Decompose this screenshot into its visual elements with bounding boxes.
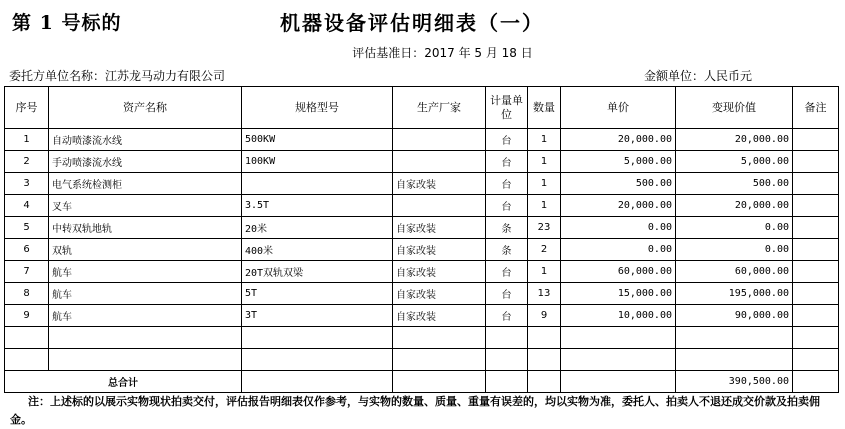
col-header-remark: 备注 [793, 87, 839, 129]
cell-price: 500.00 [561, 173, 676, 195]
cell-price [561, 349, 676, 371]
cell-unit [486, 327, 528, 349]
cell-price: 20,000.00 [561, 129, 676, 151]
cell-price: 5,000.00 [561, 151, 676, 173]
cell-value [676, 327, 793, 349]
cell-qty: 1 [528, 261, 561, 283]
cell-value: 20,000.00 [676, 195, 793, 217]
client-name: 委托方单位名称：江苏龙马动力有限公司 [9, 69, 226, 83]
cell-maker [393, 151, 486, 173]
cell-spec [242, 173, 393, 195]
cell-spec: 400米 [242, 239, 393, 261]
cell-value: 60,000.00 [676, 261, 793, 283]
cell-value: 20,000.00 [676, 129, 793, 151]
currency-unit: 金额单位：人民币元 [644, 69, 753, 83]
cell-name [49, 327, 242, 349]
cell-qty: 1 [528, 173, 561, 195]
cell-empty [242, 371, 393, 393]
cell-empty [793, 371, 839, 393]
table-row [5, 173, 839, 195]
cell-name: 航车 [49, 283, 242, 305]
equipment-table [4, 86, 839, 393]
col-header-price: 单价 [561, 87, 676, 129]
cell-unit: 台 [486, 173, 528, 195]
cell-spec: 3T [242, 305, 393, 327]
total-label: 总合计 [5, 371, 242, 393]
table-row [5, 239, 839, 261]
col-header-no: 序号 [5, 87, 49, 129]
col-header-name: 资产名称 [49, 87, 242, 129]
total-row [5, 371, 839, 393]
cell-no: 7 [5, 261, 49, 283]
cell-name [49, 349, 242, 371]
cell-spec: 20T双轨双梁 [242, 261, 393, 283]
cell-name: 自动喷漆流水线 [49, 129, 242, 151]
cell-maker [393, 129, 486, 151]
cell-remark [793, 129, 839, 151]
table-row [5, 305, 839, 327]
cell-empty [486, 371, 528, 393]
table-row-empty [5, 349, 839, 371]
col-header-unit: 计量单位 [486, 87, 528, 129]
cell-empty [528, 371, 561, 393]
cell-remark [793, 327, 839, 349]
cell-unit: 台 [486, 283, 528, 305]
cell-qty: 1 [528, 195, 561, 217]
cell-spec: 5T [242, 283, 393, 305]
cell-no: 2 [5, 151, 49, 173]
cell-unit: 台 [486, 151, 528, 173]
cell-value: 195,000.00 [676, 283, 793, 305]
cell-remark [793, 349, 839, 371]
table-row-empty [5, 327, 839, 349]
cell-no: 9 [5, 305, 49, 327]
cell-qty: 13 [528, 283, 561, 305]
cell-no: 5 [5, 217, 49, 239]
footnote: 注：上述标的以展示实物现状拍卖交付，评估报告明细表仅作参考，与实物的数量、质量、重量有误差的，均以实物为准，委托人、拍卖人不退还成交价款及拍卖佣金。 [10, 395, 820, 426]
cell-spec: 3.5T [242, 195, 393, 217]
cell-name: 中转双轨地轨 [49, 217, 242, 239]
cell-unit: 台 [486, 129, 528, 151]
cell-no: 1 [5, 129, 49, 151]
cell-name: 双轨 [49, 239, 242, 261]
cell-remark [793, 151, 839, 173]
cell-maker [393, 195, 486, 217]
cell-name: 叉车 [49, 195, 242, 217]
cell-no: 6 [5, 239, 49, 261]
cell-price: 60,000.00 [561, 261, 676, 283]
col-header-value: 变现价值 [676, 87, 793, 129]
cell-qty [528, 349, 561, 371]
lot-number: 第 1 号标的 [12, 12, 122, 34]
total-value: 390,500.00 [676, 371, 793, 393]
cell-remark [793, 261, 839, 283]
cell-remark [793, 217, 839, 239]
cell-remark [793, 173, 839, 195]
table-row [5, 195, 839, 217]
cell-unit: 台 [486, 305, 528, 327]
cell-maker [393, 349, 486, 371]
cell-price [561, 327, 676, 349]
table-row [5, 283, 839, 305]
cell-remark [793, 195, 839, 217]
cell-remark [793, 305, 839, 327]
cell-spec: 20米 [242, 217, 393, 239]
cell-qty: 2 [528, 239, 561, 261]
cell-value: 0.00 [676, 217, 793, 239]
cell-unit: 台 [486, 261, 528, 283]
cell-name: 航车 [49, 305, 242, 327]
cell-qty: 23 [528, 217, 561, 239]
cell-spec: 100KW [242, 151, 393, 173]
cell-spec [242, 349, 393, 371]
table-body [5, 129, 839, 393]
cell-value: 0.00 [676, 239, 793, 261]
cell-value [676, 349, 793, 371]
col-header-qty: 数量 [528, 87, 561, 129]
cell-qty: 1 [528, 151, 561, 173]
cell-unit [486, 349, 528, 371]
cell-name: 电气系统检测柜 [49, 173, 242, 195]
cell-name: 航车 [49, 261, 242, 283]
cell-maker: 自家改装 [393, 239, 486, 261]
cell-qty: 1 [528, 129, 561, 151]
cell-spec [242, 327, 393, 349]
cell-price: 0.00 [561, 239, 676, 261]
table-row [5, 129, 839, 151]
cell-empty [561, 371, 676, 393]
table-header-row [5, 87, 839, 129]
cell-maker [393, 327, 486, 349]
cell-qty: 9 [528, 305, 561, 327]
cell-price: 15,000.00 [561, 283, 676, 305]
cell-maker: 自家改装 [393, 173, 486, 195]
cell-empty [393, 371, 486, 393]
cell-qty [528, 327, 561, 349]
cell-unit: 条 [486, 217, 528, 239]
cell-price: 0.00 [561, 217, 676, 239]
table-row [5, 151, 839, 173]
base-date: 评估基准日：2017 年 5 月 18 日 [352, 46, 533, 60]
cell-value: 5,000.00 [676, 151, 793, 173]
table-row [5, 217, 839, 239]
cell-maker: 自家改装 [393, 261, 486, 283]
cell-value: 90,000.00 [676, 305, 793, 327]
cell-unit: 台 [486, 195, 528, 217]
cell-maker: 自家改装 [393, 217, 486, 239]
cell-price: 10,000.00 [561, 305, 676, 327]
col-header-maker: 生产厂家 [393, 87, 486, 129]
cell-no: 3 [5, 173, 49, 195]
cell-value: 500.00 [676, 173, 793, 195]
cell-no [5, 327, 49, 349]
cell-no [5, 349, 49, 371]
cell-name: 手动喷漆流水线 [49, 151, 242, 173]
page-title: 机器设备评估明细表（一） [280, 11, 544, 35]
cell-maker: 自家改装 [393, 283, 486, 305]
cell-remark [793, 283, 839, 305]
cell-no: 4 [5, 195, 49, 217]
cell-unit: 条 [486, 239, 528, 261]
cell-maker: 自家改装 [393, 305, 486, 327]
col-header-spec: 规格型号 [242, 87, 393, 129]
cell-remark [793, 239, 839, 261]
table-row [5, 261, 839, 283]
cell-no: 8 [5, 283, 49, 305]
cell-price: 20,000.00 [561, 195, 676, 217]
cell-spec: 500KW [242, 129, 393, 151]
